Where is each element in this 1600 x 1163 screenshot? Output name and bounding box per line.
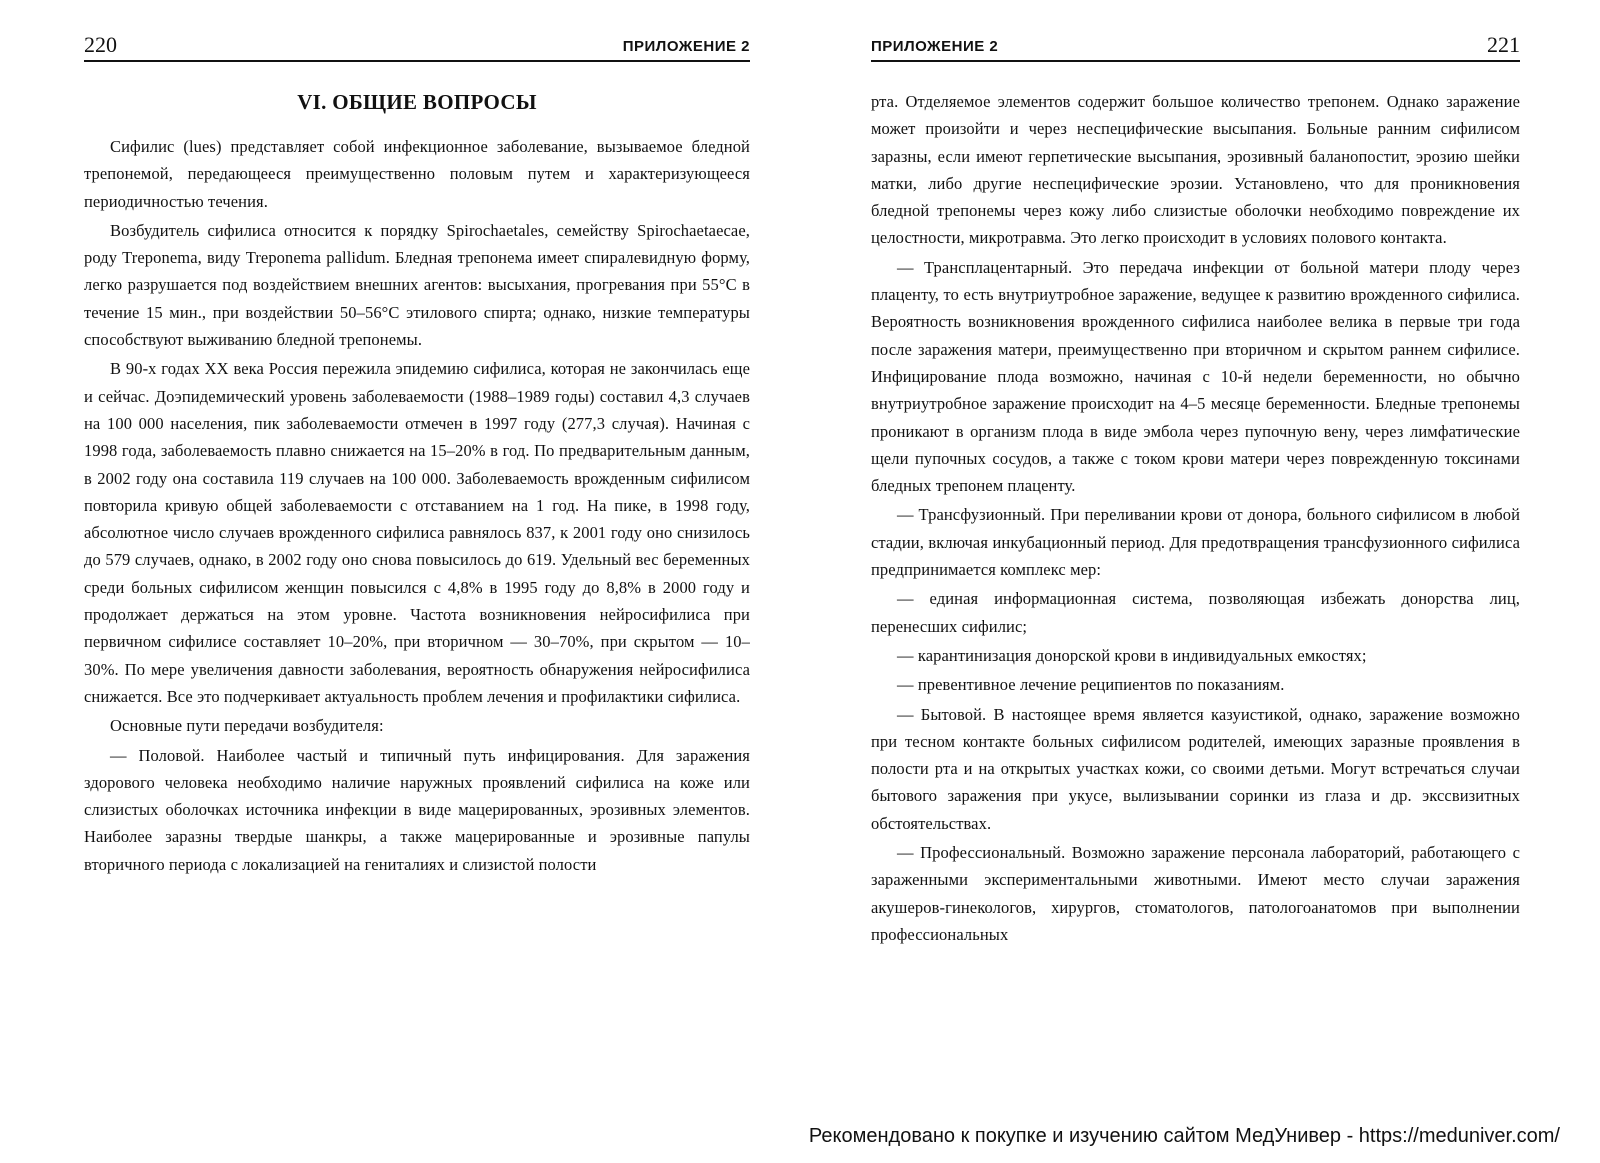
section-title: VI. ОБЩИЕ ВОПРОСЫ [297,90,537,114]
footer-recommendation: Рекомендовано к покупке и изучению сайтом МедУнивер - https://meduniver.com/ [808,1125,1560,1147]
list-item: — превентивное лечение реципиентов по показаниям. [897,675,1285,695]
running-head [84,30,750,62]
running-head [871,30,1520,62]
paragraph: Основные пути передачи возбудителя: [110,716,384,736]
paragraph: — Трансплацентарный. Это передача инфекции от больной матери плоду через плаценту, то есть внутриутробное заражение, ведущее к развитию врожденного сифилиса. Вероятность возникновения врожденного сифилиса наиболее велика в первые три года после заражения матери, преимущественно при вторичном и скрытом раннем сифилисе. Инфицирование плода возможно, начиная с 10-й недели беременности, но обычно внутриутробное заражение происходит на 4–5 месяце беременности. Бледные трепонемы проникают в организм плода в виде эмбола через пупочную вену, через лимфатические щели пупочных сосудов, а также с током крови матери через поврежденную токсинами бледных трепонем плаценту. [871,257,1520,496]
paragraph: Возбудитель сифилиса относится к порядку Spirochaetales, семейству Spirochaetaecae, роду Treponema, виду Treponema pallidum. Бледная трепонема имеет спиралевидную форму, легко разрушается под воздействием внешних агентов: высыхания, прогревания при 55°С в течение 15 мин., при воздействии 50–56°С этилового спирта; однако, низкие температуры способствуют выживанию бледной трепонемы. [84,220,750,350]
paragraph: — Трансфузионный. При переливании крови от донора, больного сифилисом в любой стадии, включая инкубационный период. Для предотвращения трансфузионного сифилиса предпринимается комплекс мер: [871,505,1520,580]
body-text [84,133,750,878]
running-head-title: ПРИЛОЖЕНИЕ 2 [622,38,750,55]
list-item: — единая информационная система, позволяющая избежать донорства лиц, перенесших сифилис; [871,589,1520,636]
running-head-title: ПРИЛОЖЕНИЕ 2 [871,38,999,55]
left-page [84,30,750,878]
paragraph: Сифилис (lues) представляет собой инфекционное заболевание, вызываемое бледной трепонемой, передающееся преимущественно половым путем и характеризующееся периодичностью течения. [84,137,750,211]
paragraph: — Бытовой. В настоящее время является казуистикой, однако, заражение возможно при тесном контакте больных сифилисом родителей, имеющих заразные проявления в полости рта и на открытых участках кожи, со своими детьми. Могут встречаться случаи бытового заражения при укусе, вылизывании соринки из глаза и др. экссвизитных обстоятельствах. [871,704,1520,833]
paragraph: В 90-х годах XX века Россия пережила эпидемию сифилиса, которая не закончилась еще и сейчас. Доэпидемический уровень заболеваемости (1988–1989 годы) составил 4,3 случаев на 100 000 населения, пик заболеваемости отмечен в 1997 году (277,3 случая). Начиная с 1998 года, заболеваемость плавно снижается на 15–20% в год. По предварительным данным, в 2002 году она составила 119 случаев на 100 000. Заболеваемость врожденным сифилисом повторила кривую общей заболеваемости с отставанием на 1 год. На пике, в 1998 году, абсолютное число случаев врожденного сифилиса равнялось 837, к 2001 году оно снизилось до 579 случаев, однако, в 2002 году оно снова повысилось до 619. Удельный вес беременных среди больных сифилисом женщин повысился с 4,8% в 1995 году до 8,8% в 2000 году и продолжает держаться на этом уровне. Частота возникновения нейросифилиса при первичном сифилисе составляет 10–20%, при вторичном — 30–70%, при скрытом — 10–30%. По мере увеличения давности заболевания, вероятность обнаружения нейросифилиса снижается. Все это подчеркивает актуальность проблем лечения и профилактики сифилиса. [84,359,750,706]
paragraph-continued: рта. Отделяемое элементов содержит большое количество трепонем. Однако заражение может произойти и через неспецифические высыпания. Больные ранним сифилисом заразны, если имеют герпетические высыпания, эрозивный баланопостит, эрозию шейки матки, либо другие неспецифические эрозии. Установлено, что для проникновения бледной трепонемы через кожу либо слизистые оболочки необходимо повреждение их целостности, микротравма. Это легко происходит в условиях полового контакта. [871,92,1520,248]
list-item: — карантинизация донорской крови в индивидуальных емкостях; [897,645,1367,665]
paragraph: — Профессиональный. Возможно заражение персонала лабораторий, работающего с зараженными экспериментальными животными. Имеют место случаи заражения акушеров-гинекологов, хирургов, стоматологов, патологоанатомов при выполнении профессиональных [871,843,1520,944]
page-number: 221 [1487,32,1520,57]
paragraph: — Половой. Наиболее частый и типичный путь инфицирования. Для заражения здорового человека необходимо наличие наружных проявлений сифилиса на коже или слизистых оболочках источника инфекции в виде мацерированных, эрозивных элементов. Наиболее заразны твердые шанкры, а также мацерированные и эрозивные папулы вторичного периода с локализацией на гениталиях и слизистой полости [84,745,750,874]
right-page [871,30,1520,948]
body-text [871,88,1520,948]
page-number: 220 [84,32,117,57]
